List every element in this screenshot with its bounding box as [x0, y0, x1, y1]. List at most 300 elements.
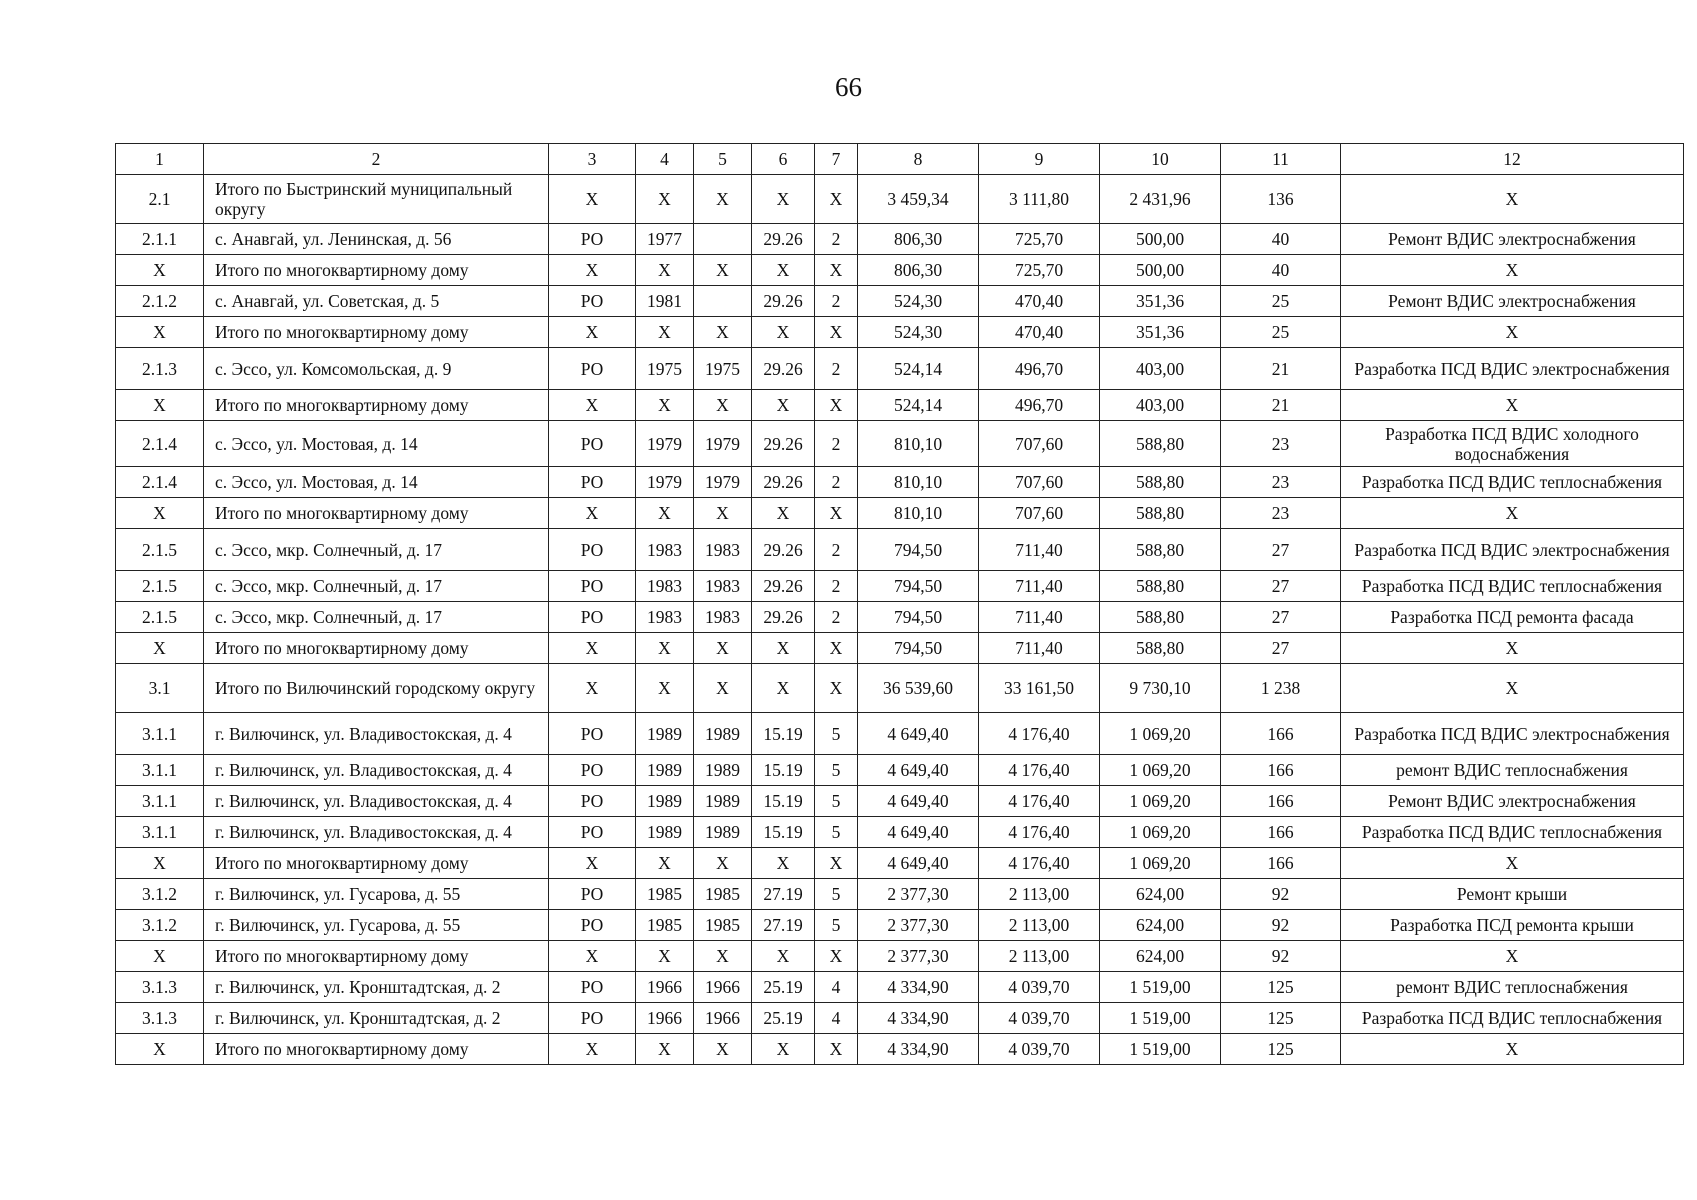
table-cell: 33 161,50 [979, 664, 1100, 713]
table-cell: 15.19 [752, 713, 815, 755]
table-cell: 2.1.5 [116, 571, 204, 602]
table-cell: X [1341, 390, 1684, 421]
table-cell: Разработка ПСД ВДИС теплоснабжения [1341, 817, 1684, 848]
table-cell: 524,30 [858, 286, 979, 317]
table-cell: X [815, 848, 858, 879]
table-cell: X [694, 175, 752, 224]
table-row [116, 175, 1684, 224]
column-number-cell: 3 [549, 144, 636, 175]
table-cell: X [694, 498, 752, 529]
table-row [116, 224, 1684, 255]
table-cell: X [752, 390, 815, 421]
table-cell: 15.19 [752, 755, 815, 786]
table-cell: РО [549, 817, 636, 848]
table-cell: 4 176,40 [979, 848, 1100, 879]
table-cell: 1 069,20 [1100, 786, 1221, 817]
table-cell: 2.1.4 [116, 421, 204, 467]
table-row [116, 941, 1684, 972]
table-cell: 27 [1221, 602, 1341, 633]
table-cell: 1985 [636, 879, 694, 910]
table-cell: 36 539,60 [858, 664, 979, 713]
table-cell: X [752, 664, 815, 713]
table-cell: X [815, 255, 858, 286]
table-cell: 711,40 [979, 633, 1100, 664]
column-number-cell: 7 [815, 144, 858, 175]
column-number-cell: 6 [752, 144, 815, 175]
table-cell: 1983 [694, 571, 752, 602]
table-cell: 1989 [636, 786, 694, 817]
table-row [116, 255, 1684, 286]
table-cell: 707,60 [979, 498, 1100, 529]
table-cell: 29.26 [752, 348, 815, 390]
table-cell: 2 113,00 [979, 879, 1100, 910]
table-cell: 2.1.4 [116, 467, 204, 498]
table-cell: 5 [815, 879, 858, 910]
table-cell: 3 459,34 [858, 175, 979, 224]
table-cell: X [815, 941, 858, 972]
table-cell: РО [549, 224, 636, 255]
table-cell: г. Вилючинск, ул. Владивостокская, д. 4 [204, 713, 549, 755]
table-cell: 15.19 [752, 817, 815, 848]
table-cell: 1983 [694, 529, 752, 571]
table-cell: 794,50 [858, 529, 979, 571]
table-cell: X [636, 317, 694, 348]
table-cell: 1989 [694, 755, 752, 786]
table-cell: X [694, 664, 752, 713]
table-cell: 1 069,20 [1100, 817, 1221, 848]
table-cell: 1979 [636, 467, 694, 498]
table-cell: 3.1.1 [116, 713, 204, 755]
table-cell: 624,00 [1100, 910, 1221, 941]
table-cell: РО [549, 879, 636, 910]
table-cell: 2 [815, 421, 858, 467]
table-cell: Итого по многоквартирному дому [204, 255, 549, 286]
table-cell: 794,50 [858, 571, 979, 602]
table-cell: с. Эссо, ул. Комсомольская, д. 9 [204, 348, 549, 390]
table-cell: Разработка ПСД ремонта фасада [1341, 602, 1684, 633]
table-cell: X [1341, 175, 1684, 224]
table-cell: 125 [1221, 972, 1341, 1003]
table-cell: X [1341, 498, 1684, 529]
table-cell: X [549, 255, 636, 286]
table-cell: X [549, 317, 636, 348]
table-cell: X [752, 633, 815, 664]
table-cell: Разработка ПСД ВДИС теплоснабжения [1341, 571, 1684, 602]
table-cell: X [116, 1034, 204, 1065]
table-cell: Разработка ПСД ВДИС теплоснабжения [1341, 467, 1684, 498]
table-cell: 3.1.1 [116, 755, 204, 786]
table-cell: 524,14 [858, 390, 979, 421]
table-cell: 4 176,40 [979, 755, 1100, 786]
table-row [116, 755, 1684, 786]
table-cell: 588,80 [1100, 571, 1221, 602]
table-row [116, 879, 1684, 910]
column-number-cell: 2 [204, 144, 549, 175]
table-cell: 2.1.3 [116, 348, 204, 390]
table-cell: 2.1.5 [116, 602, 204, 633]
table-cell: X [1341, 1034, 1684, 1065]
table-cell: 711,40 [979, 571, 1100, 602]
table-cell: 3.1.3 [116, 1003, 204, 1034]
column-number-cell: 8 [858, 144, 979, 175]
table-cell: 1985 [636, 910, 694, 941]
table-cell: 588,80 [1100, 467, 1221, 498]
table-cell: РО [549, 421, 636, 467]
table-body [116, 144, 1684, 1065]
table-cell: 806,30 [858, 255, 979, 286]
table-cell: X [752, 941, 815, 972]
table-cell: X [549, 498, 636, 529]
table-cell: 1979 [636, 421, 694, 467]
table-cell: X [752, 175, 815, 224]
table-cell: 1983 [636, 602, 694, 633]
table-cell: 29.26 [752, 602, 815, 633]
table-row [116, 571, 1684, 602]
table-cell: 1989 [694, 713, 752, 755]
table-cell: 2 431,96 [1100, 175, 1221, 224]
table-cell: 23 [1221, 421, 1341, 467]
table-cell: 4 039,70 [979, 972, 1100, 1003]
table-cell: 92 [1221, 941, 1341, 972]
table-row [116, 817, 1684, 848]
table-cell: 403,00 [1100, 390, 1221, 421]
table-cell: 4 [815, 972, 858, 1003]
table-cell: с. Эссо, мкр. Солнечный, д. 17 [204, 571, 549, 602]
table-cell: 4 039,70 [979, 1003, 1100, 1034]
table-cell: X [694, 1034, 752, 1065]
table-cell: РО [549, 602, 636, 633]
table-cell: РО [549, 972, 636, 1003]
table-cell: 21 [1221, 348, 1341, 390]
table-cell: 1 069,20 [1100, 848, 1221, 879]
table-cell: 40 [1221, 224, 1341, 255]
table-cell: г. Вилючинск, ул. Владивостокская, д. 4 [204, 786, 549, 817]
table-cell: РО [549, 713, 636, 755]
table-cell: 3.1.3 [116, 972, 204, 1003]
table-cell: 725,70 [979, 224, 1100, 255]
table-cell: 1985 [694, 910, 752, 941]
table-cell: 524,14 [858, 348, 979, 390]
table-cell: 3.1.2 [116, 879, 204, 910]
table-cell: 470,40 [979, 317, 1100, 348]
table-row [116, 972, 1684, 1003]
table-cell: X [694, 317, 752, 348]
table-cell: РО [549, 910, 636, 941]
table-cell: 4 176,40 [979, 713, 1100, 755]
table-cell: Разработка ПСД ВДИС теплоснабжения [1341, 1003, 1684, 1034]
table-cell: Разработка ПСД ремонта крыши [1341, 910, 1684, 941]
table-row [116, 390, 1684, 421]
table-cell: 1 069,20 [1100, 713, 1221, 755]
table-cell: 794,50 [858, 633, 979, 664]
table-cell: 25 [1221, 286, 1341, 317]
table-cell: 810,10 [858, 467, 979, 498]
table-cell: 27 [1221, 571, 1341, 602]
table-cell: X [636, 390, 694, 421]
table-cell: 588,80 [1100, 633, 1221, 664]
table-cell: 1 519,00 [1100, 972, 1221, 1003]
table-cell: X [636, 255, 694, 286]
table-cell: Разработка ПСД ВДИС электроснабжения [1341, 529, 1684, 571]
table-row [116, 602, 1684, 633]
table-cell: РО [549, 529, 636, 571]
table-cell: 125 [1221, 1034, 1341, 1065]
table-cell: 1966 [636, 1003, 694, 1034]
table-cell: 2.1.2 [116, 286, 204, 317]
table-cell: 1966 [636, 972, 694, 1003]
table-cell: 29.26 [752, 571, 815, 602]
table-cell: 166 [1221, 817, 1341, 848]
table-cell: X [815, 390, 858, 421]
table-row [116, 421, 1684, 467]
table-cell: X [752, 848, 815, 879]
table-cell: X [815, 1034, 858, 1065]
table-cell: РО [549, 571, 636, 602]
table-cell: 4 [815, 1003, 858, 1034]
table-cell: ремонт ВДИС теплоснабжения [1341, 972, 1684, 1003]
table-cell: Итого по многоквартирному дому [204, 317, 549, 348]
table-cell: 27 [1221, 529, 1341, 571]
table-cell: ремонт ВДИС теплоснабжения [1341, 755, 1684, 786]
table-cell: 4 649,40 [858, 786, 979, 817]
table-cell: Итого по многоквартирному дому [204, 498, 549, 529]
table-row [116, 713, 1684, 755]
table-cell: 166 [1221, 848, 1341, 879]
table-cell: X [549, 175, 636, 224]
table-cell: 1983 [636, 529, 694, 571]
table-cell: 166 [1221, 713, 1341, 755]
table-cell: 2 [815, 529, 858, 571]
table-cell: г. Вилючинск, ул. Владивостокская, д. 4 [204, 755, 549, 786]
table-cell: 3.1.2 [116, 910, 204, 941]
table-cell: 496,70 [979, 390, 1100, 421]
table-cell: РО [549, 286, 636, 317]
table-cell: 1975 [694, 348, 752, 390]
table-cell: 5 [815, 817, 858, 848]
table-cell: 5 [815, 910, 858, 941]
table-cell: 1981 [636, 286, 694, 317]
table-cell: РО [549, 755, 636, 786]
table-cell: 166 [1221, 755, 1341, 786]
table-cell: X [815, 664, 858, 713]
table-cell: 2 377,30 [858, 941, 979, 972]
table-cell: 1985 [694, 879, 752, 910]
table-cell: 1966 [694, 972, 752, 1003]
table-cell: Ремонт ВДИС электроснабжения [1341, 286, 1684, 317]
table-cell: 4 649,40 [858, 817, 979, 848]
table-cell: X [636, 941, 694, 972]
table-cell: 29.26 [752, 224, 815, 255]
table-cell: Итого по Быстринский муниципальный округу [204, 175, 549, 224]
table-cell: 588,80 [1100, 498, 1221, 529]
table-cell: г. Вилючинск, ул. Кронштадтская, д. 2 [204, 972, 549, 1003]
table-cell: 2.1.1 [116, 224, 204, 255]
table-cell: 1977 [636, 224, 694, 255]
table-cell: 25.19 [752, 972, 815, 1003]
table-cell: 25.19 [752, 1003, 815, 1034]
table-cell: 725,70 [979, 255, 1100, 286]
table-cell: 92 [1221, 910, 1341, 941]
table-cell: 125 [1221, 1003, 1341, 1034]
table-cell: X [752, 498, 815, 529]
table-cell: Итого по многоквартирному дому [204, 390, 549, 421]
table-cell: 1 519,00 [1100, 1034, 1221, 1065]
table-cell: 29.26 [752, 286, 815, 317]
table-cell: 588,80 [1100, 602, 1221, 633]
table-cell: 2 377,30 [858, 879, 979, 910]
table-cell: 794,50 [858, 602, 979, 633]
table-cell: 1983 [694, 602, 752, 633]
table-cell: Разработка ПСД ВДИС электроснабжения [1341, 713, 1684, 755]
table-cell: 403,00 [1100, 348, 1221, 390]
table-cell: X [636, 848, 694, 879]
table-cell: X [636, 175, 694, 224]
table-row [116, 1034, 1684, 1065]
table-cell: 4 649,40 [858, 848, 979, 879]
table-cell: 1 238 [1221, 664, 1341, 713]
table-cell: X [694, 255, 752, 286]
table-cell: 810,10 [858, 421, 979, 467]
table-cell: 1989 [636, 817, 694, 848]
table-cell: Разработка ПСД ВДИС холодного водоснабжения [1341, 421, 1684, 467]
table-cell: X [636, 498, 694, 529]
table-row [116, 286, 1684, 317]
table-cell: г. Вилючинск, ул. Гусарова, д. 55 [204, 910, 549, 941]
column-number-cell: 11 [1221, 144, 1341, 175]
table-cell: X [116, 390, 204, 421]
table-cell: 2 [815, 286, 858, 317]
table-cell: с. Анавгай, ул. Ленинская, д. 56 [204, 224, 549, 255]
table-cell: РО [549, 786, 636, 817]
table-cell: РО [549, 348, 636, 390]
table-cell: г. Вилючинск, ул. Гусарова, д. 55 [204, 879, 549, 910]
table-cell: с. Эссо, мкр. Солнечный, д. 17 [204, 602, 549, 633]
table-cell: 624,00 [1100, 941, 1221, 972]
table-cell: 25 [1221, 317, 1341, 348]
table-cell: 3 111,80 [979, 175, 1100, 224]
column-number-cell: 10 [1100, 144, 1221, 175]
table-cell: 23 [1221, 498, 1341, 529]
table-cell: 470,40 [979, 286, 1100, 317]
column-number-cell: 4 [636, 144, 694, 175]
table-cell: 1 069,20 [1100, 755, 1221, 786]
table-cell: 2 377,30 [858, 910, 979, 941]
table-cell: Итого по многоквартирному дому [204, 633, 549, 664]
table-cell [694, 286, 752, 317]
table-cell: 1 519,00 [1100, 1003, 1221, 1034]
table-cell: X [116, 255, 204, 286]
column-number-cell: 5 [694, 144, 752, 175]
table-cell: 4 649,40 [858, 713, 979, 755]
column-number-cell: 9 [979, 144, 1100, 175]
table-row [116, 529, 1684, 571]
table-cell: 23 [1221, 467, 1341, 498]
table-cell: X [694, 390, 752, 421]
table-cell: 1989 [694, 817, 752, 848]
table-cell: с. Анавгай, ул. Советская, д. 5 [204, 286, 549, 317]
table-row [116, 467, 1684, 498]
table-cell: X [636, 1034, 694, 1065]
table-cell: 351,36 [1100, 286, 1221, 317]
table-cell: 5 [815, 713, 858, 755]
table-cell: X [636, 664, 694, 713]
register-table [115, 143, 1684, 1065]
table-cell: 2 [815, 224, 858, 255]
column-number-cell: 1 [116, 144, 204, 175]
table-cell: с. Эссо, мкр. Солнечный, д. 17 [204, 529, 549, 571]
table-cell [694, 224, 752, 255]
table-cell: 3.1.1 [116, 817, 204, 848]
table-cell: X [815, 498, 858, 529]
table-cell: 27.19 [752, 910, 815, 941]
table-cell: 2 [815, 348, 858, 390]
table-cell: X [1341, 664, 1684, 713]
table-cell: X [815, 175, 858, 224]
table-cell: X [694, 848, 752, 879]
table-cell: 806,30 [858, 224, 979, 255]
table-cell: 29.26 [752, 467, 815, 498]
table-cell: X [549, 664, 636, 713]
table-cell: 5 [815, 755, 858, 786]
table-cell: с. Эссо, ул. Мостовая, д. 14 [204, 467, 549, 498]
table-cell: X [815, 317, 858, 348]
table-cell: Ремонт ВДИС электроснабжения [1341, 786, 1684, 817]
table-cell: Ремонт крыши [1341, 879, 1684, 910]
table-row [116, 786, 1684, 817]
column-number-cell: 12 [1341, 144, 1684, 175]
table-cell: X [1341, 317, 1684, 348]
table-cell: 4 334,90 [858, 1003, 979, 1034]
table-cell: 500,00 [1100, 255, 1221, 286]
table-cell: X [1341, 255, 1684, 286]
table-cell: 588,80 [1100, 421, 1221, 467]
table-cell: 1979 [694, 421, 752, 467]
table-cell: X [549, 390, 636, 421]
table-cell: 5 [815, 786, 858, 817]
table-cell: 4 176,40 [979, 786, 1100, 817]
table-cell: 2.1.5 [116, 529, 204, 571]
column-number-row [116, 144, 1684, 175]
table-cell: 15.19 [752, 786, 815, 817]
table-cell: 3.1.1 [116, 786, 204, 817]
table-cell: 3.1 [116, 664, 204, 713]
table-cell: 711,40 [979, 602, 1100, 633]
table-row [116, 664, 1684, 713]
table-cell: Итого по многоквартирному дому [204, 941, 549, 972]
table-cell: X [116, 941, 204, 972]
table-cell: 524,30 [858, 317, 979, 348]
table-cell: 2 [815, 571, 858, 602]
table-cell: 1989 [636, 755, 694, 786]
table-cell: X [694, 633, 752, 664]
table-cell: 4 176,40 [979, 817, 1100, 848]
table-cell: 2 113,00 [979, 941, 1100, 972]
table-cell: 351,36 [1100, 317, 1221, 348]
table-cell: 4 039,70 [979, 1034, 1100, 1065]
table-cell: 1975 [636, 348, 694, 390]
table-row [116, 348, 1684, 390]
table-cell: Разработка ПСД ВДИС электроснабжения [1341, 348, 1684, 390]
table-cell: X [116, 633, 204, 664]
table-cell: X [694, 941, 752, 972]
table-cell: X [549, 941, 636, 972]
table-cell: 29.26 [752, 529, 815, 571]
table-cell: Ремонт ВДИС электроснабжения [1341, 224, 1684, 255]
table-cell: 711,40 [979, 529, 1100, 571]
table-cell: 707,60 [979, 467, 1100, 498]
table-cell: г. Вилючинск, ул. Кронштадтская, д. 2 [204, 1003, 549, 1034]
table-cell: 1979 [694, 467, 752, 498]
